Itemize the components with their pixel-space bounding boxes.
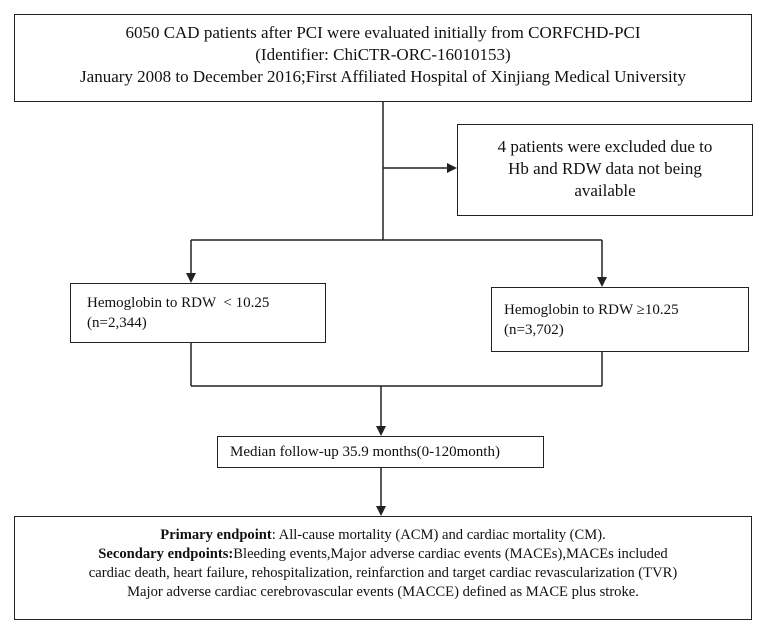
enrollment-box <box>14 14 752 102</box>
secondary-endpoint-line <box>15 545 751 564</box>
enrollment-line-3: January 2008 to December 2016;First Affiliated Hospital of Xinjiang Medical University <box>80 67 686 86</box>
low-ratio-group-count: (n=2,344) <box>87 315 147 331</box>
enrollment-line-1: 6050 CAD patients after PCI were evaluated initially from CORFCHD-PCI <box>125 23 641 42</box>
endpoints-line-3: cardiac death, heart failure, rehospitalization, reinfarction and target cardiac revascularization (TVR) <box>88 565 678 581</box>
enrollment-line-2: (Identifier: ChiCTR-ORC-16010153) <box>255 45 511 64</box>
exclusion-line-3: available <box>574 181 636 200</box>
high-ratio-group-count: (n=3,702) <box>504 322 564 338</box>
secondary-endpoint-text: Bleeding events,Major adverse cardiac events (MACEs),MACEs included <box>233 546 668 562</box>
endpoints-box <box>14 516 752 620</box>
exclusion-box <box>457 124 753 216</box>
exclusion-line-1: 4 patients were excluded due to <box>497 137 713 156</box>
primary-endpoint-line <box>15 526 751 545</box>
low-ratio-group-box <box>70 283 326 343</box>
endpoints-line-4: Major adverse cardiac cerebrovascular events (MACCE) defined as MACE plus stroke. <box>127 584 639 600</box>
followup-text: Median follow-up 35.9 months(0-120month) <box>230 444 500 460</box>
high-ratio-group-label: Hemoglobin to RDW ≥10.25 <box>504 302 679 318</box>
followup-box <box>217 436 544 468</box>
secondary-endpoint-label: Secondary endpoints: <box>98 546 234 562</box>
low-ratio-group-label: Hemoglobin to RDW < 10.25 <box>87 295 270 311</box>
high-ratio-group-box <box>491 287 749 352</box>
exclusion-line-2: Hb and RDW data not being <box>508 159 702 178</box>
primary-endpoint-text: : All-cause mortality (ACM) and cardiac mortality (CM). <box>271 527 606 543</box>
primary-endpoint-label: Primary endpoint <box>160 527 272 543</box>
